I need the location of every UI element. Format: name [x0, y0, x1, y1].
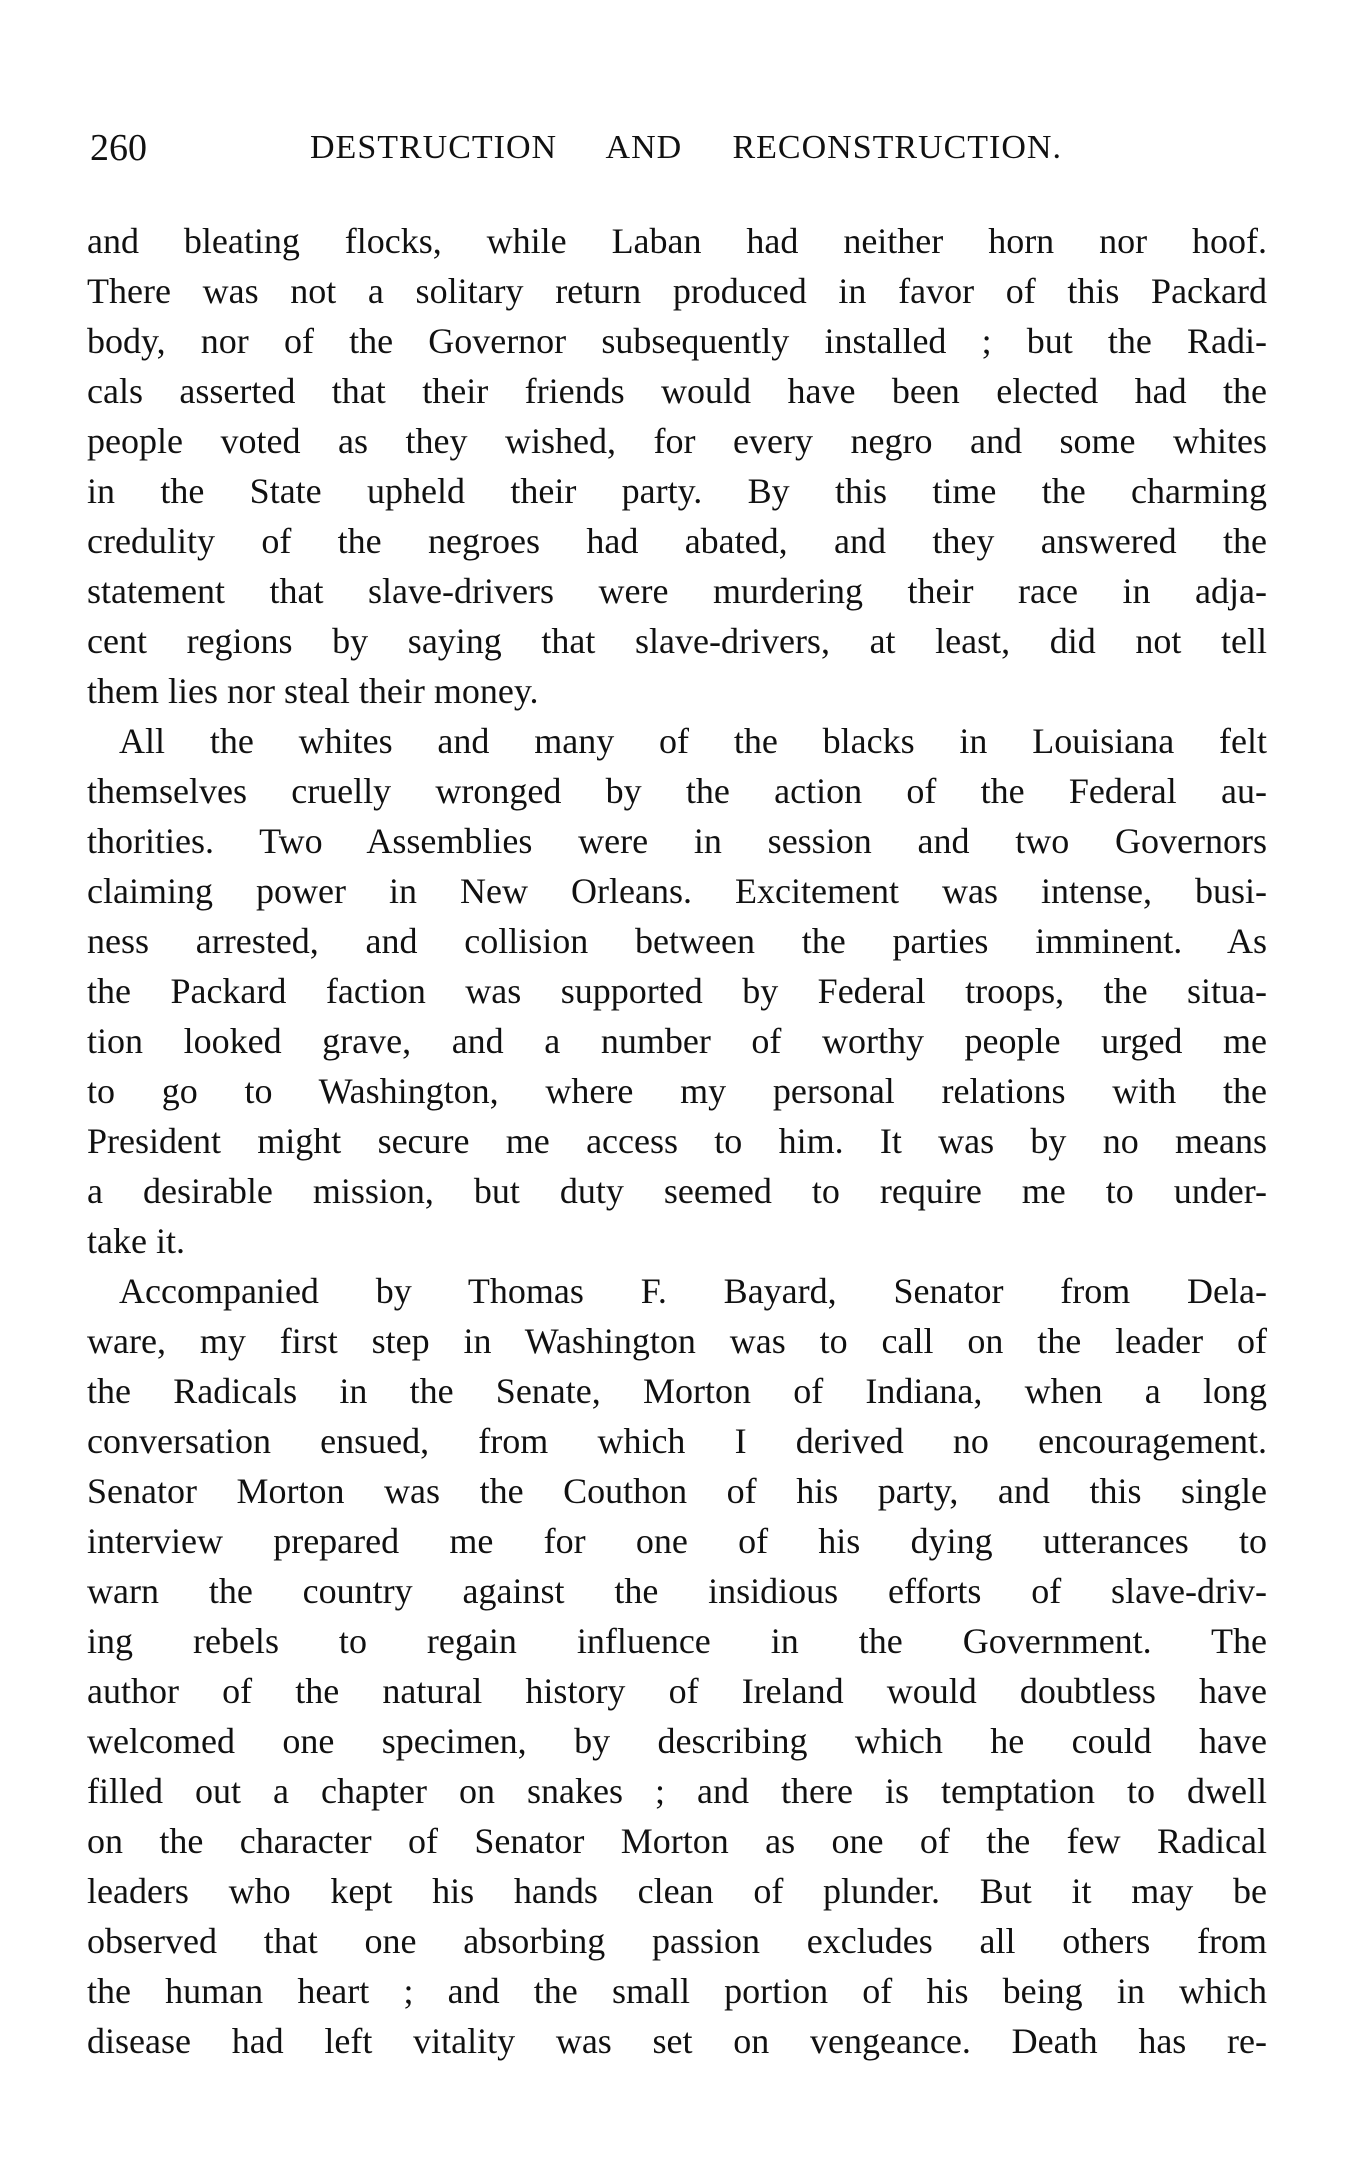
text-line: Senator Morton was the Couthon of his party, and this single — [87, 1471, 1267, 1511]
text-line: body, nor of the Governor subsequently installed ; but the Radi- — [87, 321, 1267, 361]
text-line: the Packard faction was supported by Federal troops, the situa- — [87, 971, 1267, 1011]
text-line: President might secure me access to him. It was by no means — [87, 1121, 1267, 1161]
text-line: conversation ensued, from which I derived no encouragement. — [87, 1421, 1267, 1461]
paragraph — [87, 1266, 1267, 2066]
text-line: leaders who kept his hands clean of plunder. But it may be — [87, 1871, 1267, 1911]
text-line: All the whites and many of the blacks in Louisiana felt — [119, 721, 1267, 761]
paragraph — [87, 716, 1267, 1266]
text-line: statement that slave-drivers were murdering their race in adja- — [87, 571, 1267, 611]
text-line: welcomed one specimen, by describing which he could have — [87, 1721, 1267, 1761]
text-line: interview prepared me for one of his dying utterances to — [87, 1521, 1267, 1561]
text-line: to go to Washington, where my personal relations with the — [87, 1071, 1267, 1111]
text-line: ware, my first step in Washington was to call on the leader of — [87, 1321, 1267, 1361]
page-number: 260 — [90, 127, 147, 169]
text-line: the human heart ; and the small portion of his being in which — [87, 1971, 1267, 2011]
paragraph — [87, 216, 1267, 716]
text-line: tion looked grave, and a number of worthy people urged me — [87, 1021, 1267, 1061]
text-line: ness arrested, and collision between the parties imminent. As — [87, 921, 1267, 961]
text-line: cals asserted that their friends would have been elected had the — [87, 371, 1267, 411]
text-line: and bleating flocks, while Laban had neither horn nor hoof. — [87, 221, 1267, 261]
text-line: filled out a chapter on snakes ; and there is temptation to dwell — [87, 1771, 1267, 1811]
text-line: them lies nor steal their money. — [87, 671, 539, 711]
body-text — [87, 216, 1267, 2066]
text-line: credulity of the negroes had abated, and they answered the — [87, 521, 1267, 561]
text-line: thorities. Two Assemblies were in session and two Governors — [87, 821, 1267, 861]
text-line: author of the natural history of Ireland would doubtless have — [87, 1671, 1267, 1711]
text-line: take it. — [87, 1221, 185, 1261]
text-line: observed that one absorbing passion excludes all others from — [87, 1921, 1267, 1961]
text-line: in the State upheld their party. By this time the charming — [87, 471, 1267, 511]
text-line: Accompanied by Thomas F. Bayard, Senator from Dela- — [119, 1271, 1267, 1311]
text-line: claiming power in New Orleans. Excitement was intense, busi- — [87, 871, 1267, 911]
text-line: the Radicals in the Senate, Morton of Indiana, when a long — [87, 1371, 1267, 1411]
text-line: a desirable mission, but duty seemed to require me to under- — [87, 1171, 1267, 1211]
running-title: DESTRUCTION AND RECONSTRUCTION. — [310, 129, 1062, 166]
text-line: There was not a solitary return produced in favor of this Packard — [87, 271, 1267, 311]
text-line: on the character of Senator Morton as one of the few Radical — [87, 1821, 1267, 1861]
text-line: people voted as they wished, for every negro and some whites — [87, 421, 1267, 461]
text-line: disease had left vitality was set on vengeance. Death has re- — [87, 2021, 1267, 2061]
text-line: ing rebels to regain influence in the Government. The — [87, 1621, 1267, 1661]
text-line: cent regions by saying that slave-drivers, at least, did not tell — [87, 621, 1267, 661]
text-line: themselves cruelly wronged by the action of the Federal au- — [87, 771, 1267, 811]
text-line: warn the country against the insidious efforts of slave-driv- — [87, 1571, 1267, 1611]
